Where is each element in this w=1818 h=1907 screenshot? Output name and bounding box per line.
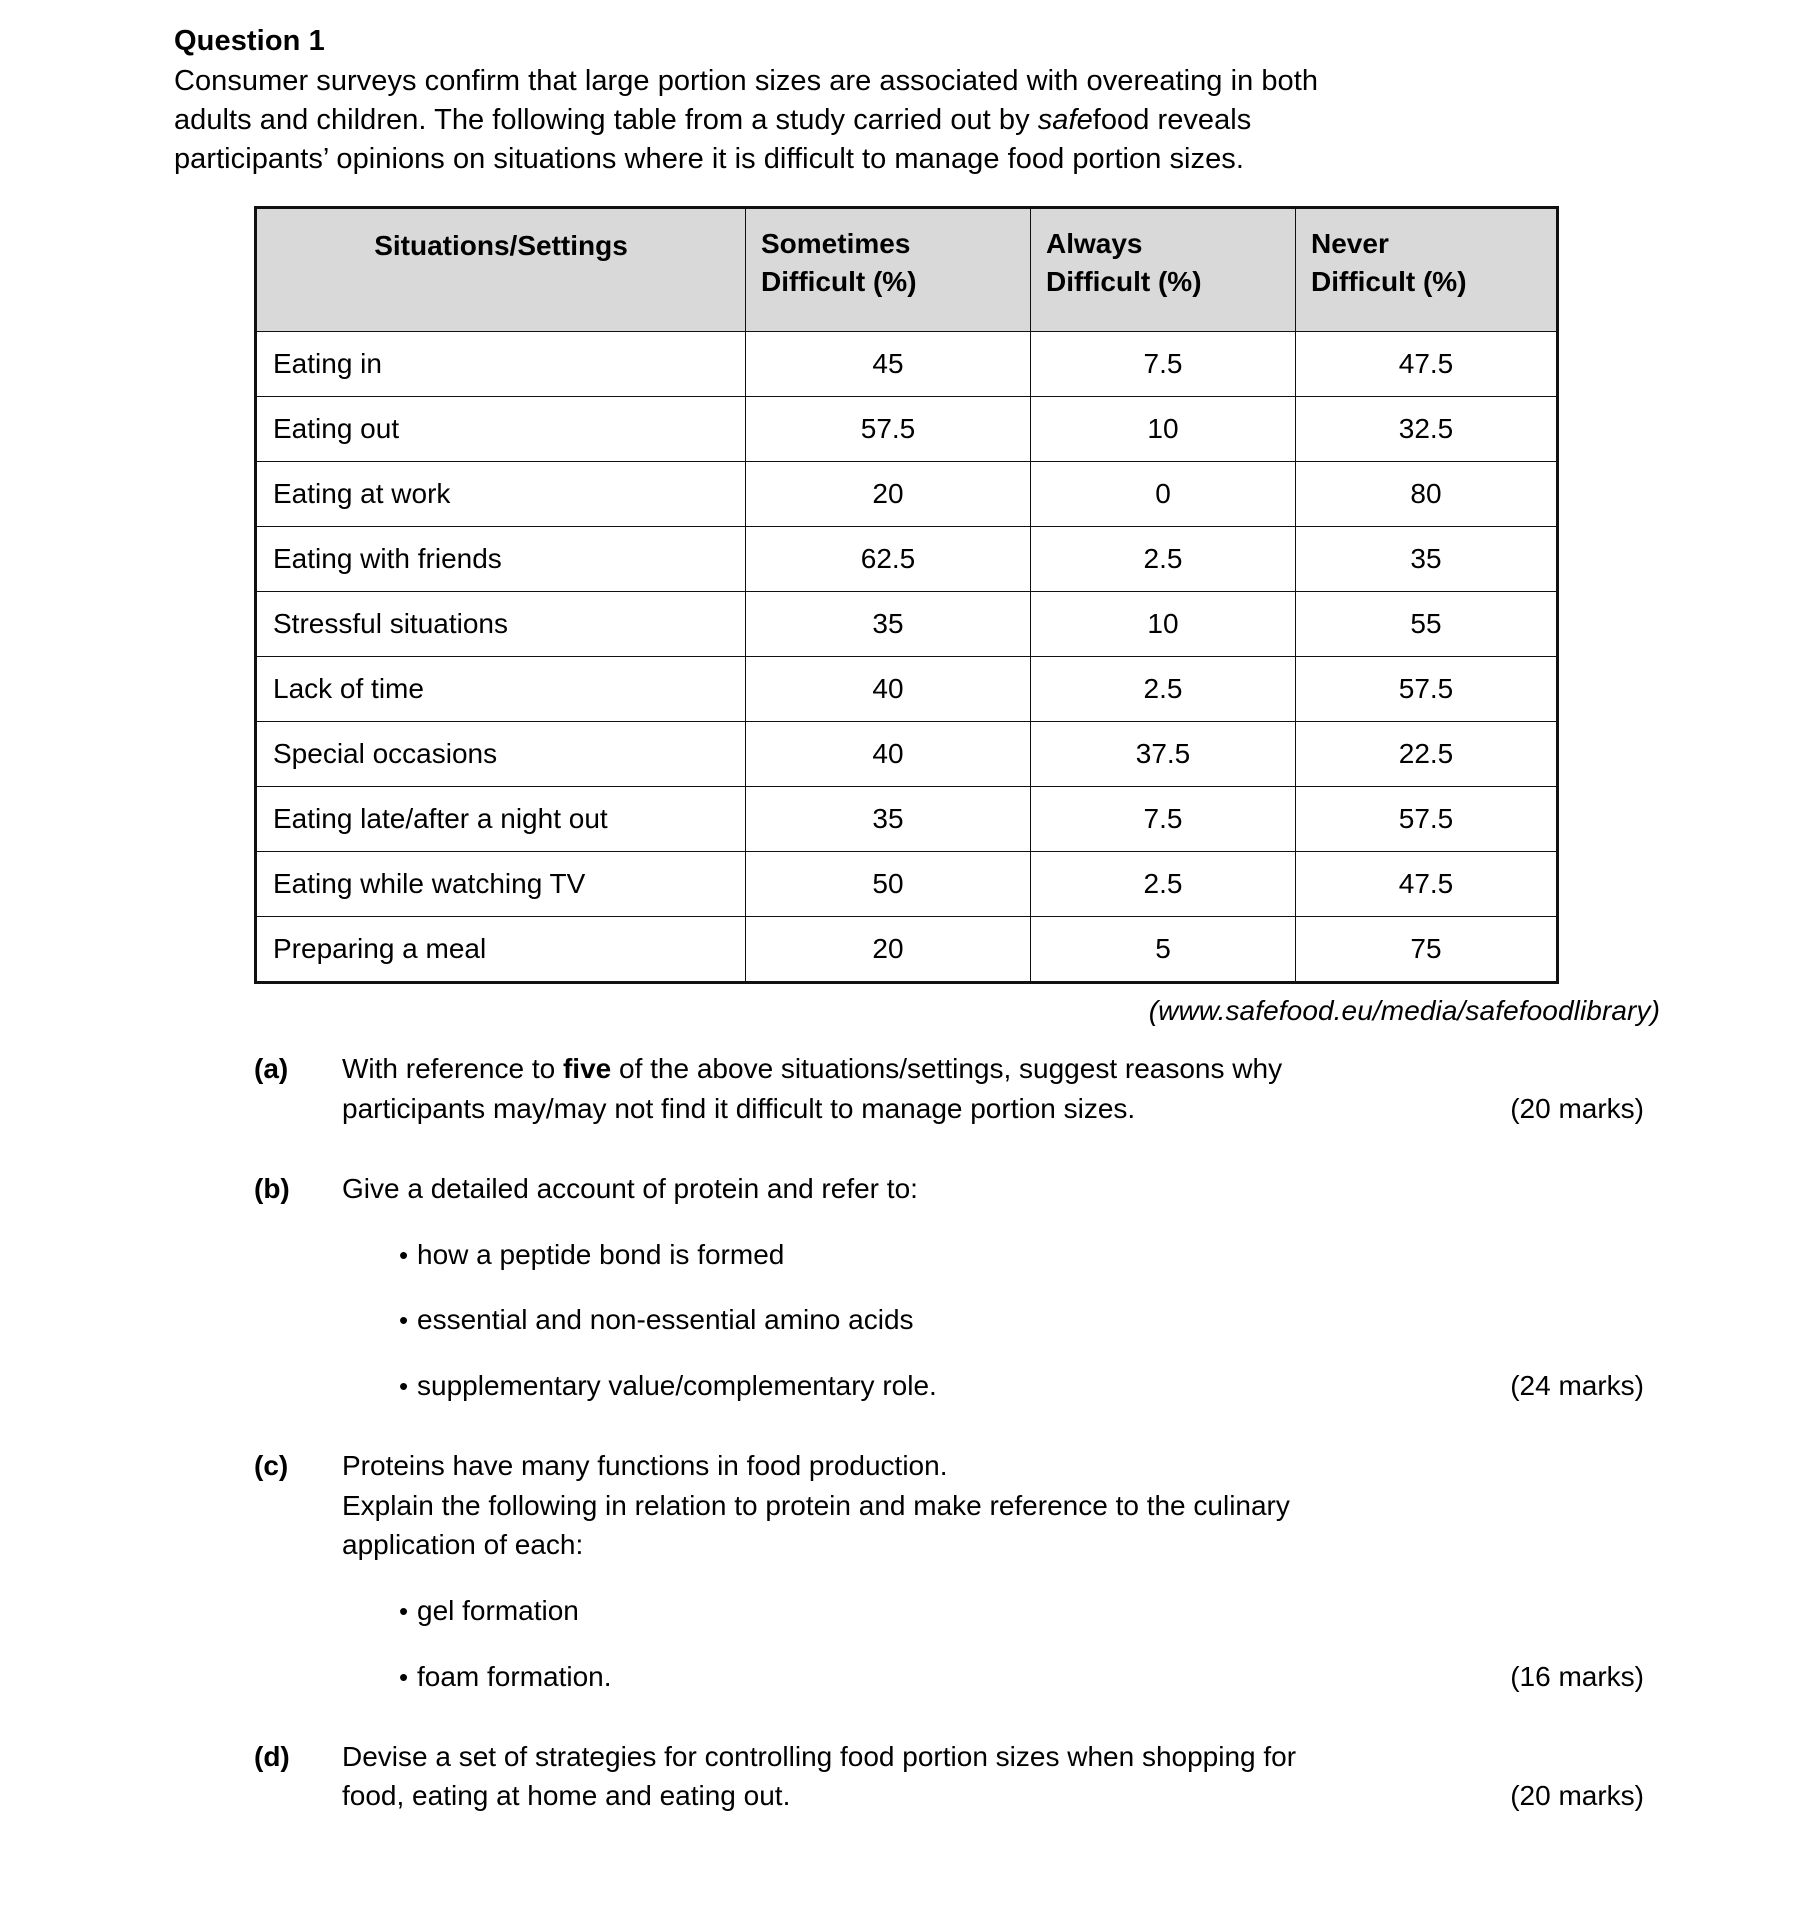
part-d-label: (d) xyxy=(254,1740,290,1772)
cell-always: 7.5 xyxy=(1031,787,1296,852)
column-header-never xyxy=(1296,208,1558,332)
table-row xyxy=(256,852,1558,917)
table-header-row xyxy=(256,208,1558,332)
intro-text-after: food reveals participants’ opinions on situations where it is difficult to manage food portion sizes. xyxy=(174,104,1252,176)
cell-situation: Eating at work xyxy=(256,462,746,527)
cell-always: 2.5 xyxy=(1031,527,1296,592)
part-a-line2: participants may/may not find it difficult to manage portion sizes. xyxy=(342,1093,1136,1125)
cell-always: 0 xyxy=(1031,462,1296,527)
column-header-always-line1: Always xyxy=(1046,228,1143,260)
list-item xyxy=(342,1235,1644,1275)
spacer xyxy=(254,1129,1644,1169)
cell-never: 22.5 xyxy=(1296,722,1558,787)
column-header-always xyxy=(1031,208,1296,332)
part-a-line1 xyxy=(342,1049,1644,1089)
part-c-bullet-2-row xyxy=(417,1657,1644,1697)
cell-always: 5 xyxy=(1031,917,1296,983)
column-header-situations xyxy=(256,208,746,332)
cell-situation: Eating with friends xyxy=(256,527,746,592)
part-b-marks: (24 marks) xyxy=(1510,1370,1644,1402)
cell-sometimes: 20 xyxy=(746,462,1031,527)
part-d-marks: (20 marks) xyxy=(1510,1780,1644,1812)
bullet-icon: • xyxy=(399,1305,409,1336)
table-row xyxy=(256,592,1558,657)
bullet-icon: • xyxy=(399,1239,409,1270)
part-b-bullet-list xyxy=(342,1235,1644,1406)
cell-situation: Preparing a meal xyxy=(256,917,746,983)
part-a-label: (a) xyxy=(254,1053,289,1085)
cell-sometimes: 35 xyxy=(746,592,1031,657)
cell-situation: Eating in xyxy=(256,332,746,397)
cell-situation: Eating late/after a night out xyxy=(256,787,746,852)
page-title: Question 1 xyxy=(174,25,325,57)
part-d-line2: food, eating at home and eating out. xyxy=(342,1780,791,1812)
cell-sometimes: 35 xyxy=(746,787,1031,852)
column-header-situations-line1: Situations/Settings xyxy=(374,230,628,262)
part-b-bullet-2: essential and non-essential amino acids xyxy=(417,1304,914,1336)
part-d-line1: Devise a set of strategies for controlling food portion sizes when shopping for xyxy=(342,1740,1297,1772)
part-a-line2-row xyxy=(342,1089,1644,1129)
column-header-sometimes-line2: Difficult (%) xyxy=(761,266,917,298)
column-header-sometimes-line1: Sometimes xyxy=(761,228,911,260)
table-row xyxy=(256,917,1558,983)
cell-always: 2.5 xyxy=(1031,852,1296,917)
part-b-bullet-3-row xyxy=(417,1366,1644,1406)
part-a xyxy=(254,1049,1644,1129)
part-d-body xyxy=(342,1737,1644,1817)
list-item xyxy=(342,1591,1644,1631)
cell-never: 32.5 xyxy=(1296,397,1558,462)
table-row xyxy=(256,787,1558,852)
part-c xyxy=(254,1446,1644,1697)
cell-situation: Stressful situations xyxy=(256,592,746,657)
cell-sometimes: 62.5 xyxy=(746,527,1031,592)
cell-always: 10 xyxy=(1031,592,1296,657)
part-c-bullet-2: foam formation. xyxy=(417,1660,612,1692)
table-row xyxy=(256,462,1558,527)
cell-never: 55 xyxy=(1296,592,1558,657)
cell-never: 57.5 xyxy=(1296,787,1558,852)
spacer xyxy=(254,1406,1644,1446)
part-b-bullet-2-row xyxy=(417,1300,1644,1340)
portion-sizes-table xyxy=(254,206,1559,984)
intro-paragraph xyxy=(174,62,1389,179)
cell-always: 37.5 xyxy=(1031,722,1296,787)
table-row xyxy=(256,332,1558,397)
cell-sometimes: 50 xyxy=(746,852,1031,917)
cell-sometimes: 57.5 xyxy=(746,397,1031,462)
cell-never: 47.5 xyxy=(1296,852,1558,917)
cell-never: 75 xyxy=(1296,917,1558,983)
cell-situation: Eating while watching TV xyxy=(256,852,746,917)
column-header-never-line1: Never xyxy=(1311,228,1389,260)
part-a-marks: (20 marks) xyxy=(1510,1093,1644,1125)
table-row xyxy=(256,722,1558,787)
intro-text-before: Consumer surveys confirm that large portion sizes are associated with overeating in both adults and children. The following table from a study carried out by xyxy=(174,65,1319,137)
part-a-bold-word: five xyxy=(562,1053,612,1085)
cell-sometimes: 40 xyxy=(746,722,1031,787)
cell-never: 35 xyxy=(1296,527,1558,592)
cell-always: 7.5 xyxy=(1031,332,1296,397)
question-parts xyxy=(254,1049,1644,1816)
list-item xyxy=(342,1366,1644,1406)
part-d xyxy=(254,1737,1644,1817)
bullet-icon: • xyxy=(399,1371,409,1402)
part-a-body xyxy=(342,1049,1644,1129)
spacer xyxy=(254,1697,1644,1737)
part-b-stem: Give a detailed account of protein and refer to: xyxy=(342,1172,918,1204)
cell-always: 10 xyxy=(1031,397,1296,462)
cell-situation: Lack of time xyxy=(256,657,746,722)
part-a-text-after: of the above situations/settings, suggest reasons why xyxy=(611,1053,1283,1085)
cell-always: 2.5 xyxy=(1031,657,1296,722)
part-c-body xyxy=(342,1446,1644,1697)
cell-never: 57.5 xyxy=(1296,657,1558,722)
table-row xyxy=(256,397,1558,462)
part-c-stem: Proteins have many functions in food production. xyxy=(342,1449,948,1481)
intro-italic-safe: safe xyxy=(1037,104,1093,137)
cell-sometimes: 20 xyxy=(746,917,1031,983)
cell-never: 80 xyxy=(1296,462,1558,527)
part-d-line2-row xyxy=(342,1776,1644,1816)
cell-never: 47.5 xyxy=(1296,332,1558,397)
list-item xyxy=(342,1300,1644,1340)
part-c-bullet-list xyxy=(342,1591,1644,1697)
table-row xyxy=(256,657,1558,722)
part-b xyxy=(254,1169,1644,1406)
table-body xyxy=(256,332,1558,983)
part-b-bullet-3: supplementary value/complementary role. xyxy=(417,1370,937,1402)
cell-situation: Special occasions xyxy=(256,722,746,787)
part-c-bullet-1: gel formation xyxy=(417,1595,579,1627)
part-c-label: (c) xyxy=(254,1449,289,1481)
part-b-body xyxy=(342,1169,1644,1406)
part-c-line2: Explain the following in relation to protein and make reference to the culinary xyxy=(342,1489,1290,1521)
cell-sometimes: 45 xyxy=(746,332,1031,397)
portion-table-wrapper xyxy=(254,206,1556,984)
part-b-bullet-1-row xyxy=(417,1235,1644,1275)
part-b-bullet-1: how a peptide bond is formed xyxy=(417,1238,785,1270)
column-header-never-line2: Difficult (%) xyxy=(1311,266,1467,298)
part-c-line3: application of each: xyxy=(342,1529,584,1561)
cell-situation: Eating out xyxy=(256,397,746,462)
column-header-sometimes xyxy=(746,208,1031,332)
list-item xyxy=(342,1657,1644,1697)
part-b-label: (b) xyxy=(254,1172,290,1204)
part-c-marks: (16 marks) xyxy=(1510,1660,1644,1692)
part-a-text-before: With reference to xyxy=(342,1053,563,1085)
table-row xyxy=(256,527,1558,592)
bullet-icon: • xyxy=(399,1661,409,1692)
part-c-bullet-1-row xyxy=(417,1591,1644,1631)
column-header-always-line2: Difficult (%) xyxy=(1046,266,1202,298)
table-header xyxy=(256,208,1558,332)
cell-sometimes: 40 xyxy=(746,657,1031,722)
bullet-icon: • xyxy=(399,1596,409,1627)
source-citation: (www.safefood.eu/media/safefoodlibrary) xyxy=(1148,995,1660,1027)
